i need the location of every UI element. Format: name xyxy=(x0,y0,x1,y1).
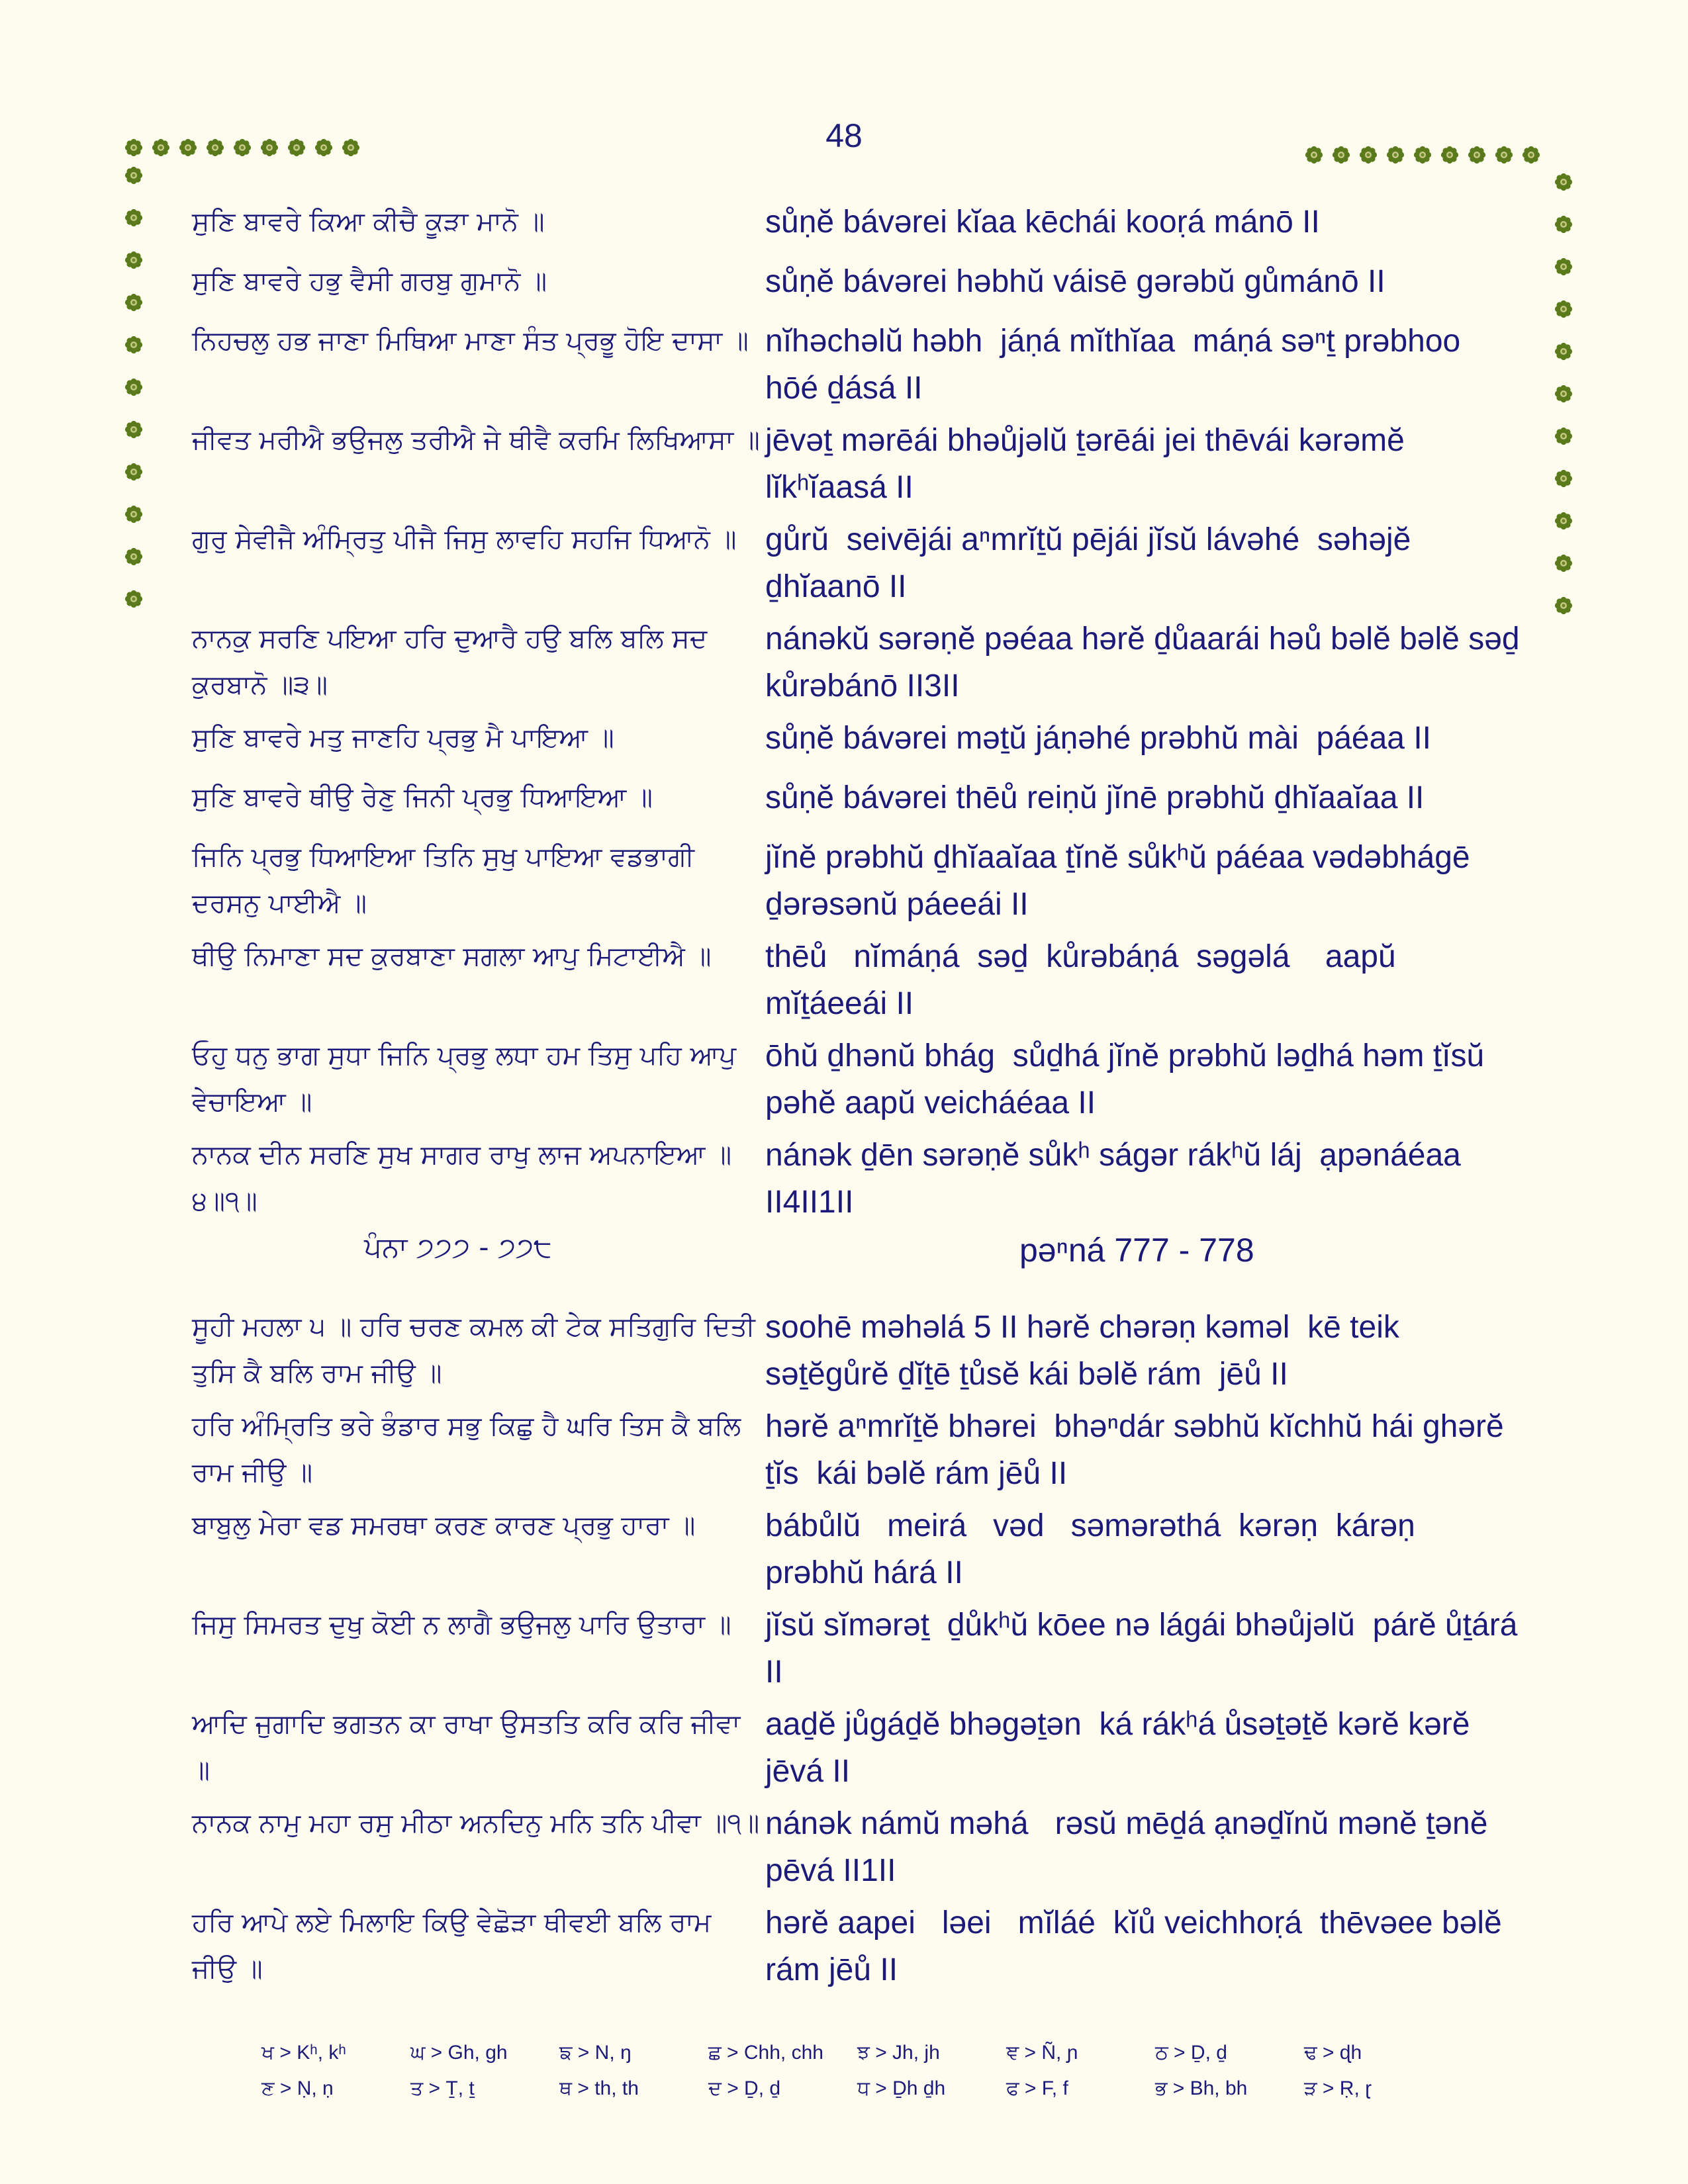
verse-row xyxy=(192,258,1385,304)
legend-item: ਝ > Jh, jh xyxy=(857,2042,940,2064)
transliteration-text: thēů nĭmáṇá səḏ kůrəbáṇá səgəlá aapŭ mĭṯáeeái II xyxy=(765,939,1405,1021)
verse-row xyxy=(192,417,1414,516)
transliteration-text: bábůlŭ meirá vəd səmərəthá kərəṇ kárəṇ prəbhŭ hárá II xyxy=(765,1508,1425,1590)
flower-icon xyxy=(1554,299,1573,319)
flower-icon xyxy=(1331,145,1351,165)
legend-item: ਦ > Ḏ, ḏ xyxy=(708,2077,781,2099)
verse-row xyxy=(192,1304,1409,1403)
flower-icon xyxy=(205,138,225,158)
legend-item: ਣ > Ṇ, ṇ xyxy=(261,2077,334,2099)
flower-icon xyxy=(1413,145,1432,165)
legend-item: ਖ > Kʰ, kʰ xyxy=(261,2042,346,2064)
verse-row xyxy=(192,1502,1425,1602)
transliteration-legend xyxy=(261,2035,1453,2107)
legend-item: ਛ > Chh, chh xyxy=(708,2042,823,2064)
verse-row xyxy=(192,1032,1493,1132)
flower-icon xyxy=(1554,172,1573,192)
verse-row xyxy=(192,516,1420,615)
flower-icon xyxy=(341,138,361,158)
verse-row xyxy=(192,933,1405,1032)
flower-icon xyxy=(124,138,144,158)
page-reference-transliteration: pəⁿná 777 - 778 xyxy=(1019,1232,1254,1269)
flower-icon xyxy=(124,335,144,355)
verse-row xyxy=(192,615,1538,715)
flower-icon xyxy=(124,547,144,567)
verse-row xyxy=(192,199,1320,245)
flower-icon xyxy=(124,293,144,312)
gurmukhi-text: ਜਿਸੁ ਸਿਮਰਤ ਦੁਖੁ ਕੋਈ ਨ ਲਾਗੈ ਭਉਜਲੁ ਪਾਰਿ ਉਤਾਰਾ ॥ xyxy=(192,1610,731,1640)
flower-icon xyxy=(1521,145,1541,165)
flower-icon xyxy=(1385,145,1405,165)
legend-row xyxy=(261,2035,1453,2071)
legend-item: ਤ > Ṯ, ṯ xyxy=(410,2077,475,2099)
flower-icon xyxy=(124,165,144,185)
transliteration-text: jĭsŭ sĭmərəṯ ḏůkʰŭ kōee nə lágái bhəůjəlŭ párĕ ůṯárá II xyxy=(765,1608,1526,1690)
legend-item: ੜ > Ṛ, ɽ xyxy=(1304,2077,1372,2099)
gurmukhi-text: ਜੀਵਤ ਮਰੀਐ ਭਉਜਲੁ ਤਰੀਐ ਜੇ ਥੀਵੈ ਕਰਮਿ ਲਿਖਿਆਸਾ ॥ xyxy=(192,425,760,455)
flower-icon xyxy=(1554,596,1573,615)
flower-icon xyxy=(259,138,279,158)
flower-icon xyxy=(124,589,144,609)
flower-icon xyxy=(124,377,144,397)
legend-item: ਭ > Bh, bh xyxy=(1155,2077,1248,2099)
flower-icon xyxy=(1554,511,1573,531)
gurmukhi-text: ਨਾਨਕ ਨਾਮੁ ਮਹਾ ਰਸੁ ਮੀਠਾ ਅਨਦਿਨੁ ਮਨਿ ਤਨਿ ਪੀਵਾ ॥੧॥ xyxy=(192,1808,760,1839)
flower-icon xyxy=(232,138,252,158)
flower-icon xyxy=(1554,553,1573,573)
flower-icon xyxy=(124,250,144,270)
verse-row xyxy=(192,1403,1522,1502)
legend-item: ਧ > Ḏh ḏh xyxy=(857,2077,946,2099)
verse-row xyxy=(192,834,1479,933)
verse-row xyxy=(192,1132,1470,1231)
legend-item: ਙ > N, ŋ xyxy=(559,2042,632,2064)
transliteration-text: hərĕ aapei ləei mĭláé kĭů veichhoṛá thēvəee bəlĕ rám jēů II xyxy=(765,1905,1511,1987)
verse-row xyxy=(192,1899,1511,1999)
transliteration-text: sůṇĕ bávərei thēů reiṇŭ jĭnē prəbhŭ ḏhĭaaĭaa II xyxy=(765,780,1425,815)
transliteration-text: ōhŭ ḏhənŭ bhág sůḏhá jĭnĕ prəbhŭ ləḏhá həm ṯĭsŭ pəhĕ aapŭ veicháéaa II xyxy=(765,1038,1493,1120)
transliteration-text: aaḏĕ jůgáḏĕ bhəgəṯən ká rákʰá ůsəṯəṯĕ kərĕ kərĕ jēvá II xyxy=(765,1707,1479,1789)
flower-icon xyxy=(1554,469,1573,488)
transliteration-text: nĭhəchəlŭ həbh jáṇá mĭthĭaa máṇá səⁿṯ prəbhoo hōé ḏásá II xyxy=(765,324,1470,406)
flower-icon xyxy=(1358,145,1378,165)
legend-item: ਞ > Ñ, ɲ xyxy=(1006,2042,1078,2064)
verse-row xyxy=(192,1800,1497,1899)
transliteration-text: soohē məhəlá 5 II hərĕ chərəṇ kəməl kē teik səṯĕgůrĕ ḏĭṯē ṯůsĕ kái bəlĕ rám jēů II xyxy=(765,1310,1409,1392)
flower-icon xyxy=(178,138,198,158)
legend-item: ਘ > Gh, gh xyxy=(410,2042,508,2064)
gurmukhi-text: ਆਦਿ ਜੁਗਾਦਿ ਭਗਤਨ ਕਾ ਰਾਖਾ ਉਸਤਤਿ ਕਰਿ ਕਰਿ ਜੀਵਾ ॥ xyxy=(192,1709,741,1786)
flower-icon xyxy=(1440,145,1460,165)
transliteration-text: sůṇĕ bávərei kĭaa kēchái kooṛá mánō II xyxy=(765,205,1320,240)
flower-icon xyxy=(124,504,144,524)
legend-item: ਥ > th, th xyxy=(559,2077,639,2099)
flower-icon xyxy=(124,208,144,228)
gurmukhi-text: ਜਿਨਿ ਪ੍ਰਭੁ ਧਿਆਇਆ ਤਿਨਿ ਸੁਖੁ ਪਾਇਆ ਵਡਭਾਗੀ ਦਰਸਨੁ ਪਾਈਐ ॥ xyxy=(192,842,694,919)
gurmukhi-text: ਸੂਹੀ ਮਹਲਾ ੫ ॥ ਹਰਿ ਚਰਣ ਕਮਲ ਕੀ ਟੇਕ ਸਤਿਗੁਰਿ ਦਿਤੀ ਤੁਸਿ ਕੈ ਬਲਿ ਰਾਮ ਜੀਉ ॥ xyxy=(192,1312,755,1388)
legend-item: ਢ > ɖh xyxy=(1304,2042,1362,2064)
flower-icon xyxy=(1467,145,1487,165)
transliteration-text: jēvəṯ mərēái bhəůjəlŭ ṯərēái jei thēvái kərəmĕ lĭkʰĭaasá II xyxy=(765,423,1414,505)
legend-row xyxy=(261,2071,1453,2107)
verse-row xyxy=(192,1602,1526,1701)
gurmukhi-text: ਨਾਨਕੁ ਸਰਣਿ ਪਇਆ ਹਰਿ ਦੁਆਰੈ ਹਉ ਬਲਿ ਬਲਿ ਸਦ ਕੁਰਬਾਨੋ ॥੩॥ xyxy=(192,623,708,700)
transliteration-text: sůṇĕ bávərei həbhŭ váisē gərəbŭ gůmánō II xyxy=(765,264,1385,299)
gurmukhi-text: ਸੁਣਿ ਬਾਵਰੇ ਥੀਉ ਰੇਣੁ ਜਿਨੀ ਪ੍ਰਭੁ ਧਿਆਇਆ ॥ xyxy=(192,782,653,813)
flower-icon xyxy=(124,420,144,439)
flower-icon xyxy=(1554,214,1573,234)
gurmukhi-text: ਗੁਰੁ ਸੇਵੀਜੈ ਅੰਮ੍ਰਿਤੁ ਪੀਜੈ ਜਿਸੁ ਲਾਵਹਿ ਸਹਜਿ ਧਿਆਨੋ ॥ xyxy=(192,524,737,555)
gurmukhi-text: ਨਾਨਕ ਦੀਨ ਸਰਣਿ ਸੁਖ ਸਾਗਰ ਰਾਖੁ ਲਾਜ ਅਪਨਾਇਆ ॥੪॥੧॥ xyxy=(192,1140,732,1216)
flower-icon xyxy=(287,138,306,158)
flower-icon xyxy=(151,138,171,158)
transliteration-text: nánəkŭ sərəṇĕ pəéaa hərĕ ḏůaarái həů bəlĕ bəlĕ səḏ kůrəbánō II3II xyxy=(765,621,1538,704)
flower-icon xyxy=(1554,257,1573,277)
flower-icon xyxy=(124,462,144,482)
flower-icon xyxy=(314,138,334,158)
legend-item: ਫ > F, f xyxy=(1006,2077,1068,2099)
flower-icon xyxy=(1554,426,1573,446)
gurmukhi-text: ਬਾਬੁਲੁ ਮੇਰਾ ਵਡ ਸਮਰਥਾ ਕਰਣ ਕਾਰਣ ਪ੍ਰਭੁ ਹਾਰਾ ॥ xyxy=(192,1510,696,1541)
flower-icon xyxy=(1554,384,1573,404)
transliteration-text: jĭnĕ prəbhŭ ḏhĭaaĭaa ṯĭnĕ sůkʰŭ páéaa vədəbhágē ḏərəsənŭ páeeái II xyxy=(765,840,1479,922)
page-number: 48 xyxy=(825,117,863,154)
flower-icon xyxy=(1554,341,1573,361)
transliteration-text: sůṇĕ bávərei məṯŭ jáṇəhé prəbhŭ mài páéaa II xyxy=(765,721,1432,756)
flower-icon xyxy=(1494,145,1514,165)
legend-item: ਠ > Ḏ, ḏ xyxy=(1155,2042,1227,2064)
gurmukhi-text: ਸੁਣਿ ਬਾਵਰੇ ਮਤੁ ਜਾਣਹਿ ਪ੍ਰਭੁ ਮੈ ਪਾਇਆ ॥ xyxy=(192,723,614,753)
verse-row xyxy=(192,715,1432,761)
gurmukhi-text: ਨਿਹਚਲੁ ਹਭ ਜਾਣਾ ਮਿਥਿਆ ਮਾਣਾ ਸੰਤ ਪ੍ਰਭੂ ਹੋਇ ਦਾਸਾ ॥ xyxy=(192,326,749,356)
verse-row xyxy=(192,774,1425,821)
gurmukhi-text: ਥੀਉ ਨਿਮਾਣਾ ਸਦ ਕੁਰਬਾਣਾ ਸਗਲਾ ਆਪੁ ਮਿਟਾਈਐ ॥ xyxy=(192,941,712,972)
transliteration-text: hərĕ aⁿmrĭṯĕ bhərei bhəⁿdár səbhŭ kĭchhŭ hái ghərĕ ṯĭs kái bəlĕ rám jēů II xyxy=(765,1409,1522,1491)
gurmukhi-text: ਸੁਣਿ ਬਾਵਰੇ ਹਭੁ ਵੈਸੀ ਗਰਬੁ ਗੁਮਾਨੋ ॥ xyxy=(192,266,547,296)
flower-icon xyxy=(1304,145,1324,165)
gurmukhi-text: ਹਰਿ ਆਪੇ ਲਏ ਮਿਲਾਇ ਕਿਉ ਵੇਛੋੜਾ ਥੀਵਈ ਬਲਿ ਰਾਮ ਜੀਉ ॥ xyxy=(192,1907,712,1984)
gurmukhi-text: ਸੁਣਿ ਬਾਵਰੇ ਕਿਆ ਕੀਚੈ ਕੂੜਾ ਮਾਨੋ ॥ xyxy=(192,206,545,237)
verse-row xyxy=(192,318,1470,417)
transliteration-text: nánək ḏēn sərəṇĕ sůkʰ ságər rákʰŭ láj ạpənáéaa II4II1II xyxy=(765,1138,1470,1220)
transliteration-text: gůrŭ seivējái aⁿmrĭṯŭ pējái jĭsŭ lávəhé səhəjĕ ḏhĭaanō II xyxy=(765,522,1420,604)
gurmukhi-text: ਹਰਿ ਅੰਮ੍ਰਿਤਿ ਭਰੇ ਭੰਡਾਰ ਸਭੁ ਕਿਛੁ ਹੈ ਘਰਿ ਤਿਸ ਕੈ ਬਲਿ ਰਾਮ ਜੀਉ ॥ xyxy=(192,1411,741,1488)
verse-row xyxy=(192,1701,1479,1800)
transliteration-text: nánək námŭ məhá rəsŭ mēḏá ạnəḏĭnŭ mənĕ ṯənĕ pēvá II1II xyxy=(765,1806,1497,1888)
page-reference-gurmukhi: ਪੰਨਾ ੭੭੭ - ੭੭੮ xyxy=(364,1231,552,1263)
gurmukhi-text: ਓਹੁ ਧਨੁ ਭਾਗ ਸੁਧਾ ਜਿਨਿ ਪ੍ਰਭੁ ਲਧਾ ਹਮ ਤਿਸੁ ਪਹਿ ਆਪੁ ਵੇਚਾਇਆ ॥ xyxy=(192,1040,736,1117)
